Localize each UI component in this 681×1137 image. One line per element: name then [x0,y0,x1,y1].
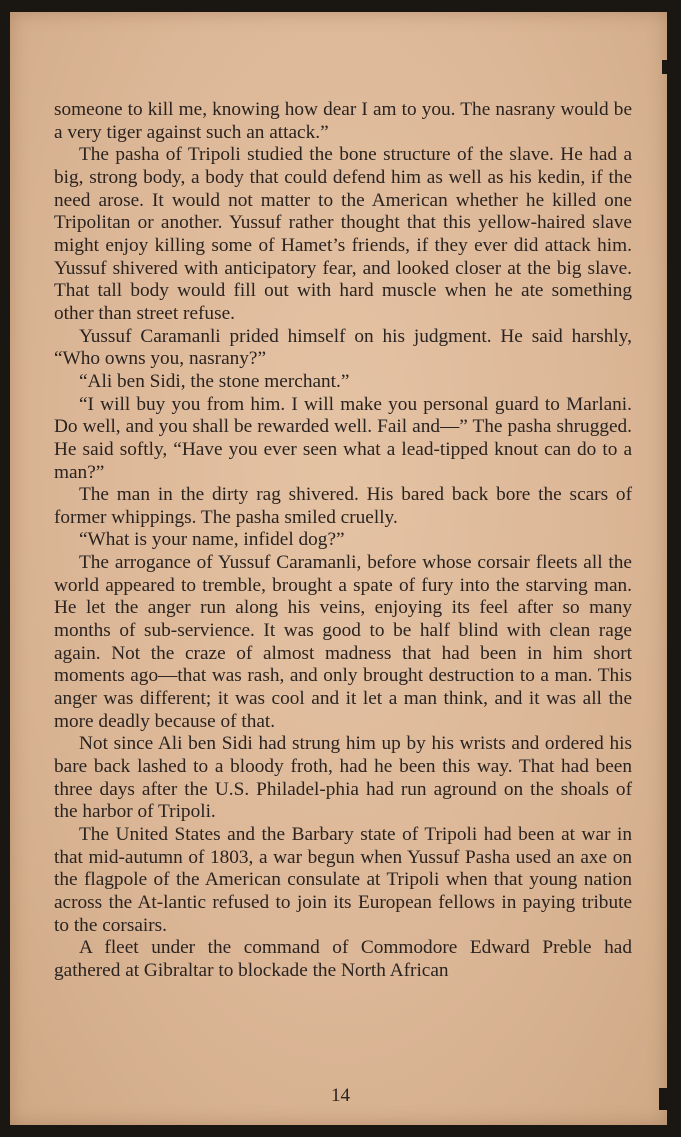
paragraph-2: The pasha of Tripoli studied the bone structure of the slave. He had a big, strong body, a body that could defend him as well as his kedin, if the need arose. It would not matter to the American whether he killed one Tripolitan or another. Yussuf rather thought that this yellow-haired slave might enjoy killing some of Hamet’s friends, if they ever did attack him. Yussuf shivered with anticipatory fear, and looked closer at the big slave. That tall body would fill out with hard muscle when he ate something other than street refuse. [54,144,632,324]
page-number: 14 [331,1085,350,1106]
paragraph-9: Not since Ali ben Sidi had strung him up by his wrists and ordered his bare back lashed to a bloody froth, had he been this way. That had been three days after the U.S. Philadel-phia had run aground on the shoals of the harbor of Tripoli. [54,733,632,823]
paragraph-3: Yussuf Caramanli prided himself on his judgment. He said harshly, “Who owns you, nasrany?” [54,325,632,370]
paragraph-1: someone to kill me, knowing how dear I am to you. The nasrany would be a very tiger against such an attack.” [54,99,632,143]
edge-mark-bottom [659,1088,667,1110]
paragraph-4: “Ali ben Sidi, the stone merchant.” [79,370,350,392]
paragraph-5: “I will buy you from him. I will make you personal guard to Marlani. Do well, and you shall be rewarded well. Fail and—” The pasha shrugged. He said softly, “Have you ever seen what a lead-tipped knout can do to a man?” [54,393,632,483]
paragraph-11: A fleet under the command of Commodore Edward Preble had gathered at Gibraltar to blockade the North African [54,937,632,981]
paragraph-8: The arrogance of Yussuf Caramanli, before whose corsair fleets all the world appeared to tremble, brought a spate of fury into the starving man. He let the anger run along his veins, enjoying its feel after so many months of sub-servience. It was good to be half blind with clean rage again. Not the craze of almost madness that had been in him short moments ago—that was rash, and only brought destruction to a man. This anger was different; it was cool and it let a man think, and it was all the more deadly because of that. [54,552,632,732]
paragraph-7: “What is your name, infidel dog?” [79,529,345,551]
paragraph-6: The man in the dirty rag shivered. His bared back bore the scars of former whippings. The pasha smiled cruelly. [54,484,632,528]
paragraph-10: The United States and the Barbary state of Tripoli had been at war in that mid-autumn of 1803, a war begun when Yussuf Pasha used an axe on the flagpole of the American consulate at Tripoli when that young nation across the At-lantic refused to join its European fellows in paying tribute to the corsairs. [54,824,632,936]
edge-mark-top [662,60,667,74]
page-body [54,99,632,983]
